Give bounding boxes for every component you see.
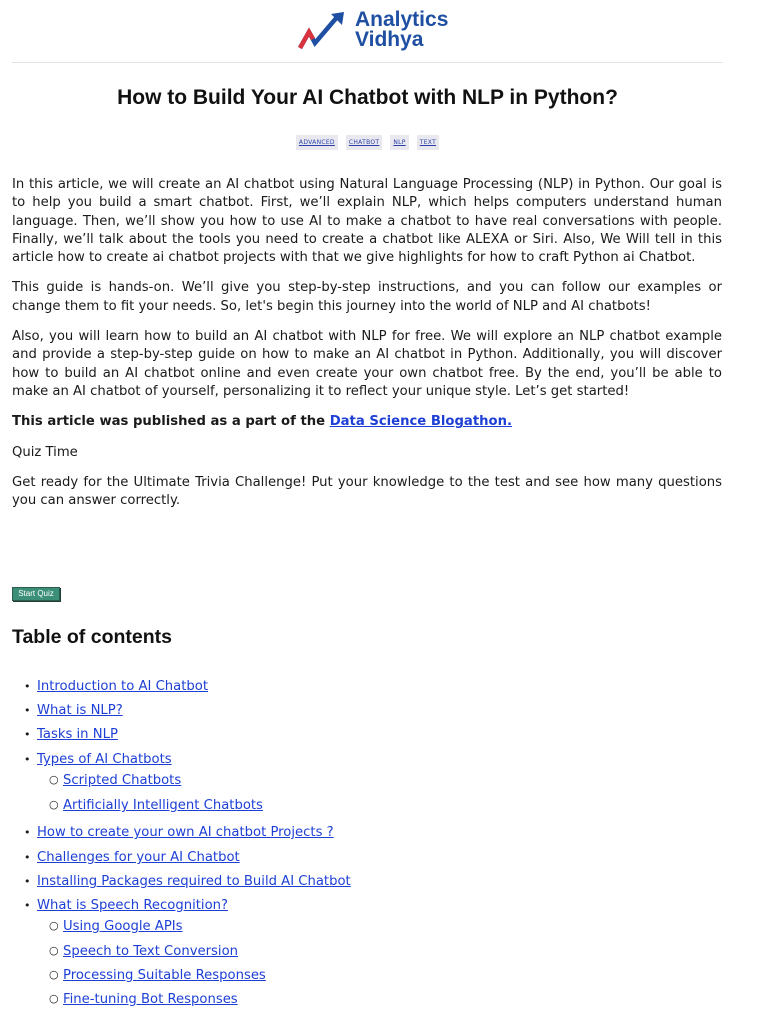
hollow-bullet-icon: ○ (49, 944, 59, 957)
logo-line-1: Analytics (355, 8, 449, 31)
toc-link[interactable]: Introduction to AI Chatbot (37, 679, 209, 694)
hollow-bullet-icon: ○ (49, 968, 59, 981)
bullet-icon: • (24, 753, 31, 766)
toc-link[interactable]: Installing Packages required to Build AI Chatbot (37, 874, 351, 889)
bullet-icon: • (24, 875, 31, 888)
bullet-icon: • (24, 899, 31, 912)
article-body (12, 176, 722, 510)
toc-link[interactable]: Processing Suitable Responses (63, 968, 266, 983)
quiz-description: Get ready for the Ultimate Trivia Challenge! Put your knowledge to the test and see how many questions you can answer correctly. (12, 474, 722, 509)
bullet-icon: • (24, 680, 31, 693)
bullet-icon: • (24, 851, 31, 864)
published-note (12, 413, 722, 431)
toc-link[interactable]: Artificially Intelligent Chatbots (63, 798, 263, 813)
site-header (12, 0, 723, 63)
toc-link[interactable]: Types of AI Chatbots (37, 752, 172, 767)
guide-paragraph: This guide is hands-on. We’ll give you step-by-step instructions, and you can follow our examples or change them to fit your needs. So, let's begin this journey into the world of NLP and AI chatbots! (12, 280, 722, 314)
toc-link[interactable]: Using Google APIs (63, 919, 183, 934)
hollow-bullet-icon: ○ (49, 773, 59, 786)
toc-heading: Table of contents (12, 626, 172, 648)
hollow-bullet-icon: ○ (49, 798, 59, 811)
logo-wordmark (355, 10, 448, 50)
site-logo[interactable] (298, 10, 468, 56)
hollow-bullet-icon: ○ (49, 919, 59, 932)
bullet-icon: • (24, 704, 31, 717)
toc-link[interactable]: Scripted Chatbots (63, 773, 182, 788)
logo-line-2: Vidhya (355, 28, 424, 51)
hollow-bullet-icon: ○ (49, 992, 59, 1005)
quiz-label: Quiz Time (12, 444, 78, 460)
tag-advanced[interactable]: ADVANCED (296, 135, 338, 150)
tag-chatbot[interactable]: CHATBOT (346, 135, 383, 150)
tag-text[interactable]: TEXT (417, 135, 439, 150)
toc-link[interactable]: How to create your own AI chatbot Projects ? (37, 825, 334, 840)
toc-link[interactable]: Tasks in NLP (37, 727, 118, 742)
bullet-icon: • (24, 826, 31, 839)
intro-paragraph: In this article, we will create an AI chatbot using Natural Language Processing (NLP) in Python. Our goal is to help you build a smart chatbot. First, we’ll explain NLP, which helps computers understand human language. Then, we’ll show you how to use AI to make a chatbot to have real conversations with people. Finally, we’ll talk about the tools you need to create a chatbot like ALEXA or Siri. Also, We Will tell in this article how to create ai chatbot projects with that we give highlights for how to craft Python ai Chatbot. (12, 177, 722, 266)
toc-link[interactable]: Challenges for your AI Chatbot (37, 850, 240, 865)
toc-link[interactable]: What is NLP? (37, 703, 123, 718)
bullet-icon: • (24, 728, 31, 741)
toc-link[interactable]: What is Speech Recognition? (37, 898, 228, 913)
tag-nlp[interactable]: NLP (390, 135, 408, 150)
toc-link[interactable]: Fine-tuning Bot Responses (63, 992, 238, 1007)
blogathon-link[interactable]: Data Science Blogathon. (329, 414, 512, 430)
toc-link[interactable]: Speech to Text Conversion (63, 944, 238, 959)
start-quiz-button[interactable]: Start Quiz (12, 587, 60, 601)
tag-list (12, 135, 723, 150)
analytics-vidhya-logo-icon (298, 12, 348, 52)
article-title: How to Build Your AI Chatbot with NLP in Python? (117, 86, 618, 109)
published-prefix: This article was published as a part of the (12, 414, 330, 430)
learn-paragraph: Also, you will learn how to build an AI chatbot with NLP for free. We will explore an NLP chatbot example and provide a step-by-step guide on how to make an AI chatbot in Python. Additionally, you will discover how to build an AI chatbot online and even create your own chatbot free. By the end, you’ll be able to make an AI chatbot of yourself, personalizing it to reflect your unique style. Let’s get started! (12, 329, 722, 399)
